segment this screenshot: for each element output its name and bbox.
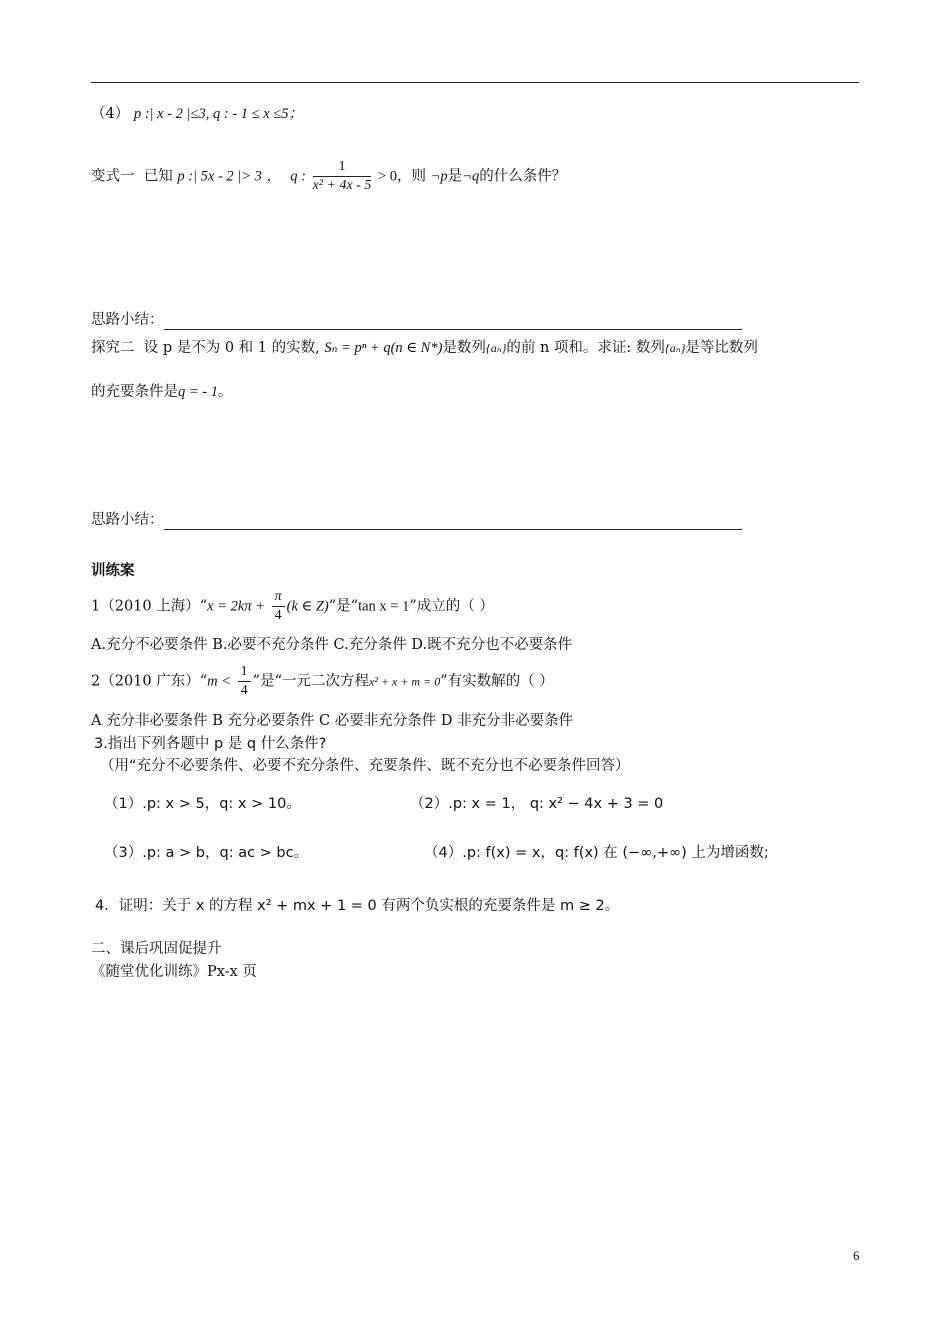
variant-neg-q: ¬q [462,168,480,185]
after-book: 《随堂优化训练》Px-x 页 [91,964,257,980]
explore-q-value: q = - 1 [178,384,218,400]
q3-item-1: （1）.p: x > 5，q: x > 10。 [104,796,301,812]
variant-p: p :| 5x - 2 |> 3 [177,168,262,185]
fraction-numerator: 1 [313,158,372,177]
q4: 4．证明：关于 x 的方程 x² + mx + 1 = 0 有两个负实根的充要条件是 m ≥ 2。 [95,898,620,914]
q1-prefix: 1（2010 上海）“ [91,598,208,615]
variant-one [91,158,566,198]
explore-text-2: 是数列 [442,340,486,356]
summary-label: 思路小结： [91,512,164,528]
q3-item-3: （3）.p: a > b，q: ac > bc。 [104,845,309,861]
fraction-denominator: 4 [240,683,248,698]
q1-mid: ”是“ [328,598,359,615]
explore-seq-2: {aₙ} [664,341,686,355]
explore-seq-1: {aₙ} [485,341,507,355]
summary-blank [164,313,742,330]
item-4-formula: p :| x - 2 |≤3, q : - 1 ≤ x ≤5； [133,106,304,122]
variant-comma: ， [266,168,282,185]
q2-fraction [238,663,251,700]
q1-options: A.充分不必要条件 B.必要不充分条件 C.充分条件 D.既不充分也不必要条件 [91,637,573,653]
training-q2 [91,663,554,703]
q2-options: A 充分非必要条件 B 充分必要条件 C 必要非充分条件 D 非充分非必要条件 [91,713,574,729]
variant-gt: > 0，则 [377,168,426,185]
explore-two-line2 [91,382,233,402]
q1-tan: tan x = 1 [358,598,410,615]
item-number: （4） [91,106,130,122]
q3-item-4: （4）.p: f(x) = x，q: f(x) 在 (−∞,+∞) 上为增函数; [424,845,769,861]
variant-fraction [313,158,372,195]
item-4 [91,104,303,124]
fraction-numerator: π [272,588,285,607]
training-title: 训练案 [91,563,135,579]
variant-tail: 的什么条件？ [479,168,567,185]
summary-label: 思路小结： [91,312,164,328]
fraction-numerator: 1 [238,663,251,682]
q1-k: (k ∈ Z) [286,598,329,615]
q3-hint: （用“充分不必要条件、必要不充分条件、充要条件、既不充分也不必要条件回答） [100,758,630,774]
explore-period: 。 [218,384,233,400]
training-q1 [91,588,494,628]
q1-tail: ”成立的（ ） [409,598,494,615]
q1-x: x = 2kπ + [207,598,265,615]
q2-equation: x² + x + m = 0 [368,674,441,689]
explore-text: 设 p 是不为 0 和 1 的实数, [143,340,320,356]
summary-blank [164,513,742,530]
fraction-denominator: 4 [274,608,282,623]
fraction-denominator: x² + 4x - 5 [312,178,372,193]
variant-label: 变式一 [91,168,135,185]
variant-is: 是 [447,168,463,185]
explore-text-4: 是等比数列 [685,340,758,356]
header-rule [91,82,859,83]
q2-m: m < [207,673,232,690]
q1-fraction [272,588,285,625]
explore-text-5: 的充要条件是 [91,384,178,400]
q2-mid: ”是“一元二次方程 [252,673,369,690]
summary-1 [91,310,742,330]
variant-q: q : [290,168,306,185]
q3-title: 3.指出下列各题中 p 是 q 什么条件? [94,736,327,752]
q3-item-2: （2）.p: x = 1， q: x² − 4x + 3 = 0 [410,796,664,812]
after-title: 二、课后巩固促提升 [91,941,222,957]
q2-prefix: 2（2010 广东）“ [91,673,208,690]
q2-tail: ”有实数解的（ ） [440,673,554,690]
explore-two [91,338,758,358]
summary-2 [91,510,742,530]
variant-text: 已知 [143,168,173,185]
explore-text-3: 的前 n 项和。求证: 数列 [506,340,665,356]
page-number: 6 [853,1248,860,1263]
variant-neg-p: ¬p [430,168,448,185]
explore-formula: Sₙ = pⁿ + q(n ∈ N*) [324,340,443,356]
explore-label: 探究二 [91,340,135,356]
